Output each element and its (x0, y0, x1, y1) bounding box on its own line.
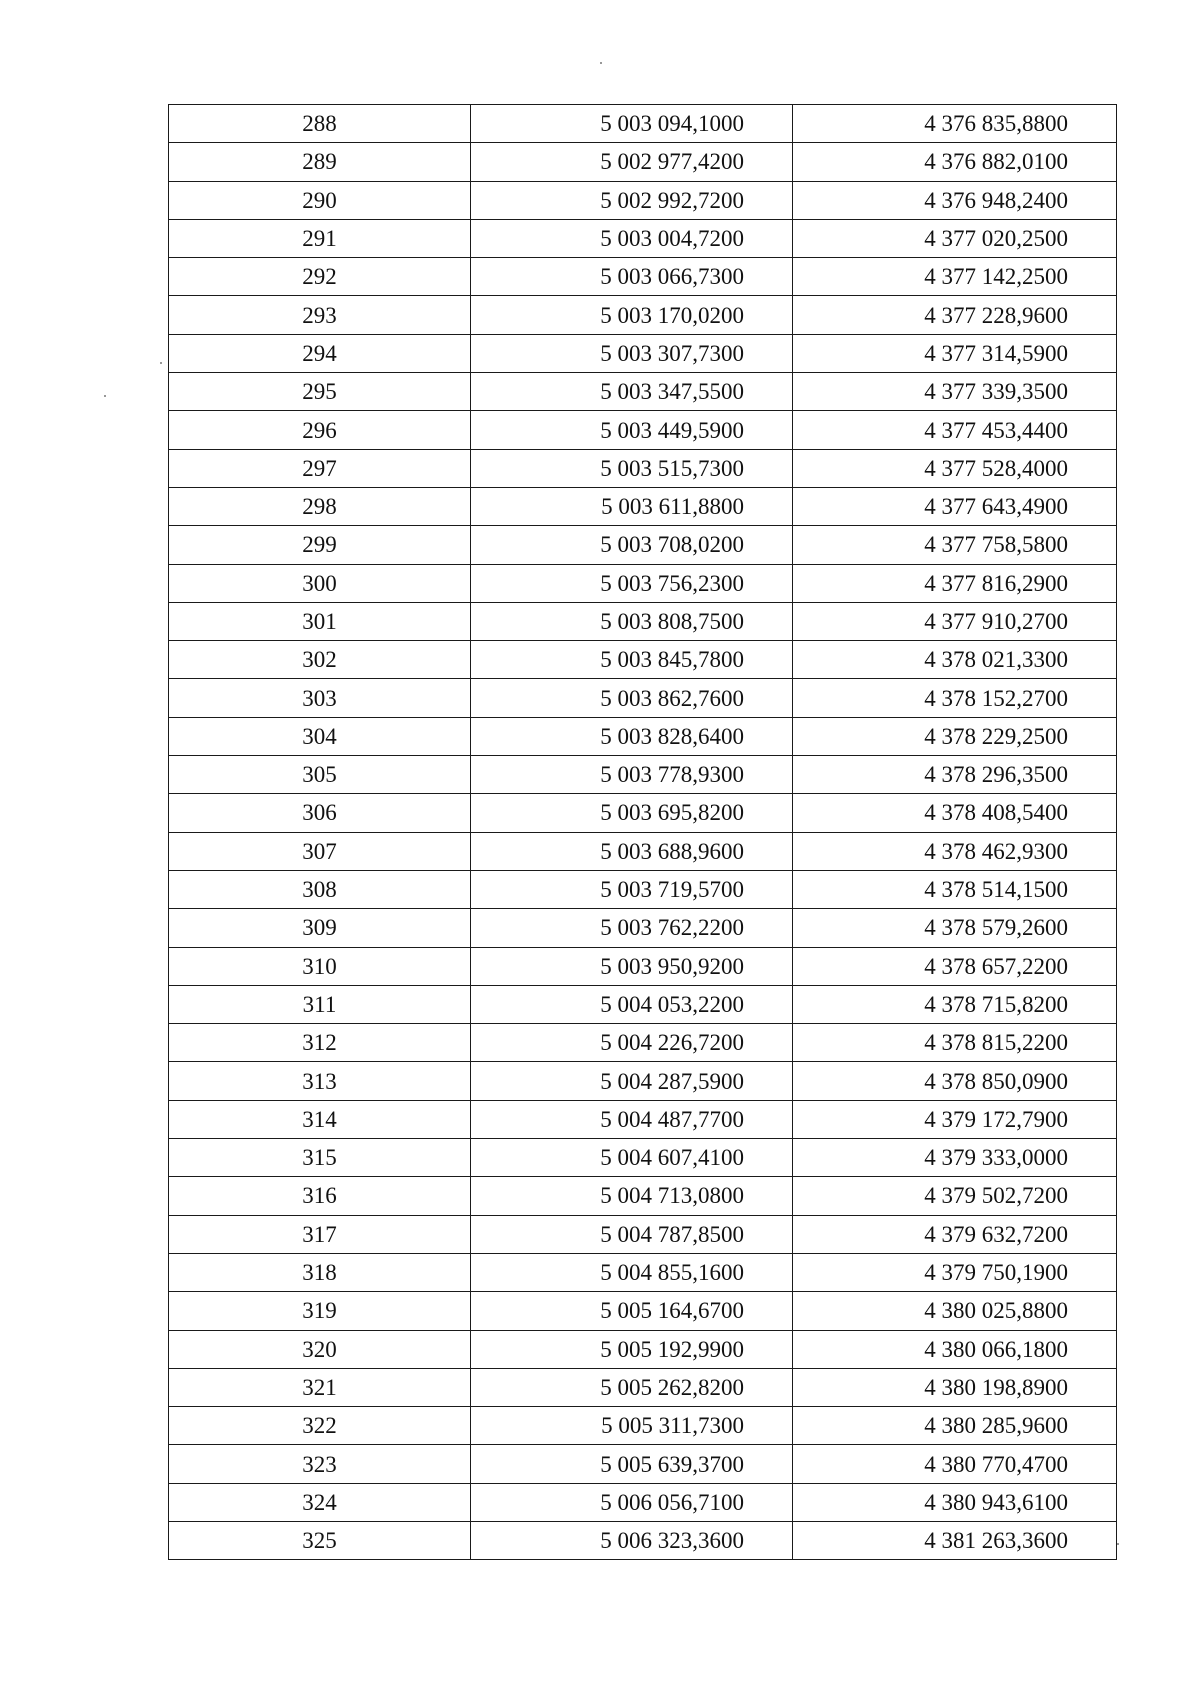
table-row (169, 1368, 1117, 1406)
point-number-cell: 313 (169, 1062, 471, 1100)
y-coordinate-cell: 4 377 758,5800 (793, 526, 1117, 564)
point-number-cell: 306 (169, 794, 471, 832)
y-coordinate-cell: 4 380 198,8900 (793, 1368, 1117, 1406)
y-coordinate-cell: 4 380 066,1800 (793, 1330, 1117, 1368)
y-coordinate-cell: 4 379 502,7200 (793, 1177, 1117, 1215)
x-coordinate-cell: 5 003 708,0200 (471, 526, 793, 564)
point-number-cell: 311 (169, 985, 471, 1023)
table-row (169, 679, 1117, 717)
x-coordinate-cell: 5 003 778,9300 (471, 756, 793, 794)
table-row (169, 1177, 1117, 1215)
x-coordinate-cell: 5 003 762,2200 (471, 909, 793, 947)
table-row (169, 487, 1117, 525)
point-number-cell: 325 (169, 1521, 471, 1559)
y-coordinate-cell: 4 378 579,2600 (793, 909, 1117, 947)
coordinates-table (168, 104, 1117, 1560)
y-coordinate-cell: 4 381 263,3600 (793, 1521, 1117, 1559)
x-coordinate-cell: 5 003 828,6400 (471, 717, 793, 755)
point-number-cell: 295 (169, 373, 471, 411)
table-row (169, 526, 1117, 564)
x-coordinate-cell: 5 005 639,3700 (471, 1445, 793, 1483)
point-number-cell: 299 (169, 526, 471, 564)
table-row (169, 143, 1117, 181)
x-coordinate-cell: 5 004 226,7200 (471, 1024, 793, 1062)
y-coordinate-cell: 4 377 228,9600 (793, 296, 1117, 334)
table-row (169, 909, 1117, 947)
x-coordinate-cell: 5 005 311,7300 (471, 1407, 793, 1445)
y-coordinate-cell: 4 376 882,0100 (793, 143, 1117, 181)
y-coordinate-cell: 4 376 835,8800 (793, 105, 1117, 143)
table-row (169, 181, 1117, 219)
y-coordinate-cell: 4 378 815,2200 (793, 1024, 1117, 1062)
x-coordinate-cell: 5 003 004,7200 (471, 219, 793, 257)
table-row (169, 1521, 1117, 1559)
point-number-cell: 302 (169, 641, 471, 679)
y-coordinate-cell: 4 377 643,4900 (793, 487, 1117, 525)
x-coordinate-cell: 5 003 695,8200 (471, 794, 793, 832)
y-coordinate-cell: 4 378 021,3300 (793, 641, 1117, 679)
table-row (169, 1330, 1117, 1368)
y-coordinate-cell: 4 379 632,7200 (793, 1215, 1117, 1253)
table-row (169, 449, 1117, 487)
point-number-cell: 303 (169, 679, 471, 717)
y-coordinate-cell: 4 378 296,3500 (793, 756, 1117, 794)
x-coordinate-cell: 5 004 487,7700 (471, 1100, 793, 1138)
point-number-cell: 292 (169, 258, 471, 296)
table-row (169, 1024, 1117, 1062)
y-coordinate-cell: 4 377 816,2900 (793, 564, 1117, 602)
y-coordinate-cell: 4 379 333,0000 (793, 1139, 1117, 1177)
x-coordinate-cell: 5 003 094,1000 (471, 105, 793, 143)
x-coordinate-cell: 5 005 192,9900 (471, 1330, 793, 1368)
y-coordinate-cell: 4 380 943,6100 (793, 1483, 1117, 1521)
table-row (169, 794, 1117, 832)
x-coordinate-cell: 5 003 756,2300 (471, 564, 793, 602)
y-coordinate-cell: 4 378 408,5400 (793, 794, 1117, 832)
point-number-cell: 317 (169, 1215, 471, 1253)
table-row (169, 373, 1117, 411)
y-coordinate-cell: 4 380 025,8800 (793, 1292, 1117, 1330)
point-number-cell: 312 (169, 1024, 471, 1062)
table-row (169, 870, 1117, 908)
y-coordinate-cell: 4 377 314,5900 (793, 334, 1117, 372)
point-number-cell: 289 (169, 143, 471, 181)
scan-speck (1117, 1543, 1119, 1545)
y-coordinate-cell: 4 377 910,2700 (793, 602, 1117, 640)
x-coordinate-cell: 5 004 855,1600 (471, 1253, 793, 1291)
y-coordinate-cell: 4 377 020,2500 (793, 219, 1117, 257)
y-coordinate-cell: 4 377 339,3500 (793, 373, 1117, 411)
x-coordinate-cell: 5 003 611,8800 (471, 487, 793, 525)
x-coordinate-cell: 5 006 056,7100 (471, 1483, 793, 1521)
x-coordinate-cell: 5 005 262,8200 (471, 1368, 793, 1406)
y-coordinate-cell: 4 376 948,2400 (793, 181, 1117, 219)
table-row (169, 334, 1117, 372)
table-row (169, 1100, 1117, 1138)
table-row (169, 1062, 1117, 1100)
table-row (169, 756, 1117, 794)
point-number-cell: 301 (169, 602, 471, 640)
y-coordinate-cell: 4 380 770,4700 (793, 1445, 1117, 1483)
point-number-cell: 314 (169, 1100, 471, 1138)
point-number-cell: 307 (169, 832, 471, 870)
table-row (169, 1253, 1117, 1291)
x-coordinate-cell: 5 004 607,4100 (471, 1139, 793, 1177)
scan-speck (160, 362, 162, 364)
point-number-cell: 323 (169, 1445, 471, 1483)
point-number-cell: 297 (169, 449, 471, 487)
table-row (169, 717, 1117, 755)
point-number-cell: 322 (169, 1407, 471, 1445)
x-coordinate-cell: 5 002 977,4200 (471, 143, 793, 181)
table-row (169, 564, 1117, 602)
table-row (169, 258, 1117, 296)
table-row (169, 219, 1117, 257)
x-coordinate-cell: 5 004 053,2200 (471, 985, 793, 1023)
table-row (169, 947, 1117, 985)
x-coordinate-cell: 5 003 808,7500 (471, 602, 793, 640)
y-coordinate-cell: 4 378 514,1500 (793, 870, 1117, 908)
y-coordinate-cell: 4 379 172,7900 (793, 1100, 1117, 1138)
x-coordinate-cell: 5 003 845,7800 (471, 641, 793, 679)
y-coordinate-cell: 4 379 750,1900 (793, 1253, 1117, 1291)
point-number-cell: 324 (169, 1483, 471, 1521)
point-number-cell: 320 (169, 1330, 471, 1368)
table-row (169, 832, 1117, 870)
x-coordinate-cell: 5 003 347,5500 (471, 373, 793, 411)
y-coordinate-cell: 4 378 462,9300 (793, 832, 1117, 870)
point-number-cell: 298 (169, 487, 471, 525)
x-coordinate-cell: 5 004 287,5900 (471, 1062, 793, 1100)
point-number-cell: 310 (169, 947, 471, 985)
point-number-cell: 319 (169, 1292, 471, 1330)
scan-speck (104, 395, 106, 397)
x-coordinate-cell: 5 003 449,5900 (471, 411, 793, 449)
y-coordinate-cell: 4 378 229,2500 (793, 717, 1117, 755)
table-row (169, 641, 1117, 679)
scan-speck (600, 62, 602, 64)
x-coordinate-cell: 5 003 515,7300 (471, 449, 793, 487)
y-coordinate-cell: 4 380 285,9600 (793, 1407, 1117, 1445)
x-coordinate-cell: 5 004 787,8500 (471, 1215, 793, 1253)
table-row (169, 411, 1117, 449)
x-coordinate-cell: 5 003 862,7600 (471, 679, 793, 717)
table-row (169, 296, 1117, 334)
table-row (169, 1139, 1117, 1177)
point-number-cell: 300 (169, 564, 471, 602)
y-coordinate-cell: 4 377 453,4400 (793, 411, 1117, 449)
point-number-cell: 316 (169, 1177, 471, 1215)
point-number-cell: 318 (169, 1253, 471, 1291)
y-coordinate-cell: 4 378 850,0900 (793, 1062, 1117, 1100)
point-number-cell: 315 (169, 1139, 471, 1177)
x-coordinate-cell: 5 004 713,0800 (471, 1177, 793, 1215)
y-coordinate-cell: 4 378 715,8200 (793, 985, 1117, 1023)
table-row (169, 1445, 1117, 1483)
point-number-cell: 294 (169, 334, 471, 372)
x-coordinate-cell: 5 006 323,3600 (471, 1521, 793, 1559)
point-number-cell: 321 (169, 1368, 471, 1406)
x-coordinate-cell: 5 003 950,9200 (471, 947, 793, 985)
point-number-cell: 291 (169, 219, 471, 257)
x-coordinate-cell: 5 003 719,5700 (471, 870, 793, 908)
x-coordinate-cell: 5 003 307,7300 (471, 334, 793, 372)
coordinates-table-body (169, 105, 1117, 1560)
table-row (169, 1215, 1117, 1253)
y-coordinate-cell: 4 378 152,2700 (793, 679, 1117, 717)
x-coordinate-cell: 5 002 992,7200 (471, 181, 793, 219)
table-row (169, 105, 1117, 143)
x-coordinate-cell: 5 003 688,9600 (471, 832, 793, 870)
point-number-cell: 305 (169, 756, 471, 794)
point-number-cell: 308 (169, 870, 471, 908)
point-number-cell: 309 (169, 909, 471, 947)
point-number-cell: 293 (169, 296, 471, 334)
table-row (169, 1483, 1117, 1521)
table-row (169, 602, 1117, 640)
point-number-cell: 288 (169, 105, 471, 143)
x-coordinate-cell: 5 003 066,7300 (471, 258, 793, 296)
y-coordinate-cell: 4 377 528,4000 (793, 449, 1117, 487)
y-coordinate-cell: 4 377 142,2500 (793, 258, 1117, 296)
point-number-cell: 304 (169, 717, 471, 755)
y-coordinate-cell: 4 378 657,2200 (793, 947, 1117, 985)
point-number-cell: 290 (169, 181, 471, 219)
point-number-cell: 296 (169, 411, 471, 449)
x-coordinate-cell: 5 005 164,6700 (471, 1292, 793, 1330)
table-row (169, 1292, 1117, 1330)
table-row (169, 1407, 1117, 1445)
table-row (169, 985, 1117, 1023)
x-coordinate-cell: 5 003 170,0200 (471, 296, 793, 334)
